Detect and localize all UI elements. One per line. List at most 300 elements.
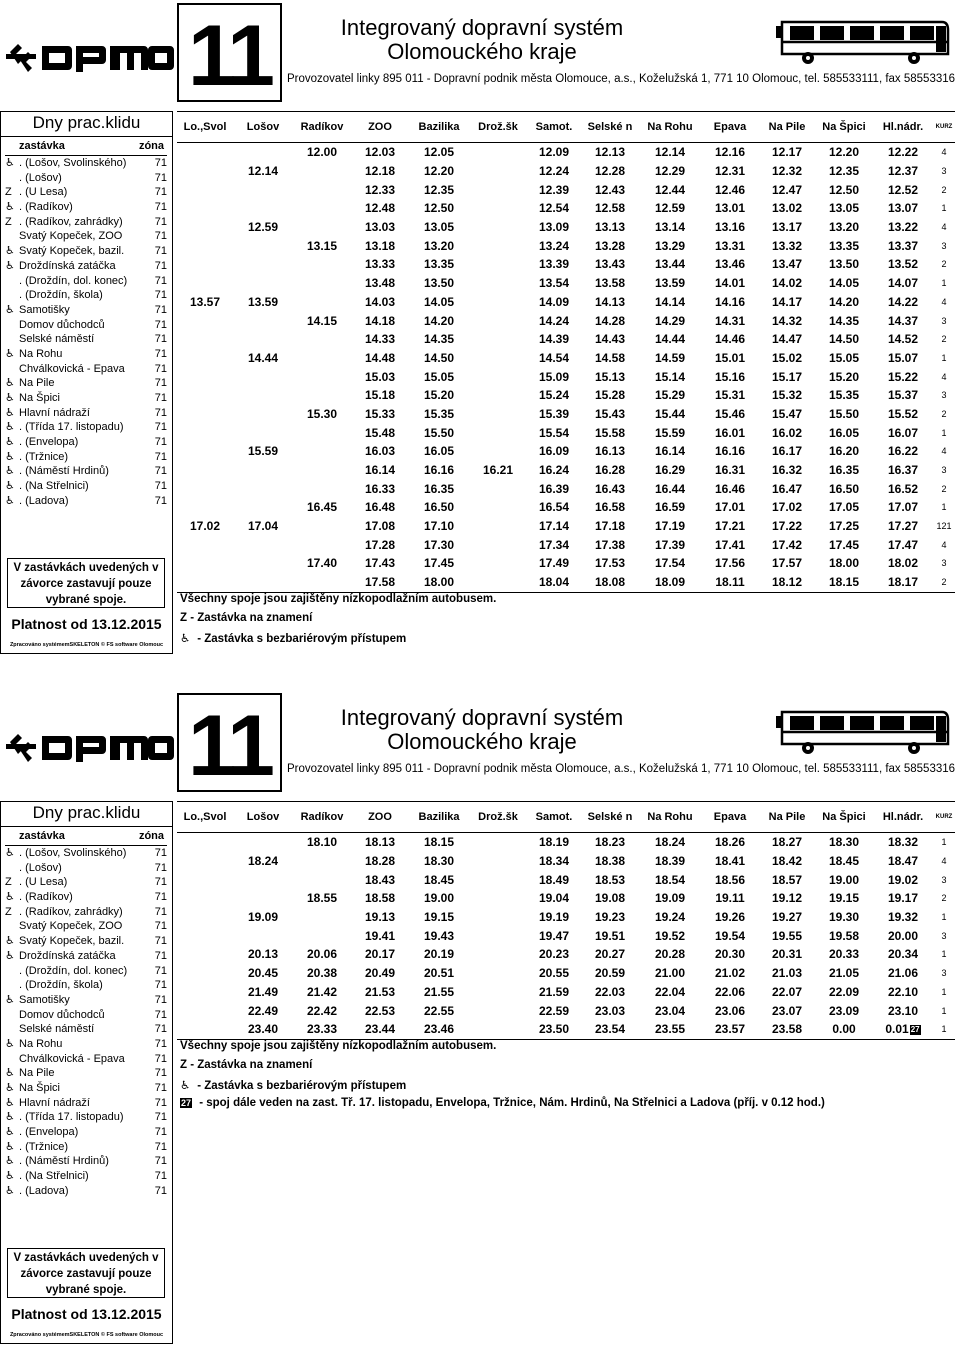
stop-item (5, 274, 167, 289)
column-header: Na Pile (759, 112, 815, 143)
legend-line (180, 593, 496, 605)
time-cell (177, 573, 233, 592)
cell-value: 3 (941, 390, 947, 401)
column-header: Bazilika (409, 802, 469, 833)
time-cell (759, 498, 815, 517)
time-cell (469, 908, 527, 927)
cell-value: 19.55 (771, 928, 803, 943)
cell-value: 19.09 (247, 910, 279, 925)
wheelchair-icon: ♿ (5, 1111, 15, 1124)
cell-value: 20.45 (247, 966, 279, 981)
time-cell (701, 180, 759, 199)
time-cell (293, 833, 351, 852)
cell-value: 21.00 (654, 966, 686, 981)
stop-item (5, 1169, 167, 1184)
time-cell (639, 162, 701, 181)
time-cell (527, 330, 581, 349)
time-cell (177, 554, 233, 573)
timetable-header-row (177, 112, 955, 143)
time-cell (639, 535, 701, 554)
time-cell (639, 573, 701, 592)
stop-zone: 71 (154, 494, 167, 507)
timetable-page-1 (0, 0, 960, 654)
time-cell (233, 311, 293, 330)
time-cell (233, 945, 293, 964)
table-row (177, 162, 955, 181)
cell-value: 4 (941, 222, 947, 233)
time-cell (351, 833, 409, 852)
stop-zone: 71 (154, 964, 167, 977)
cell-value: 14.20 (828, 294, 860, 309)
stop-zone: 71 (154, 171, 167, 184)
time-cell (409, 330, 469, 349)
cell-value: 15.22 (887, 369, 919, 384)
time-cell (815, 964, 873, 983)
kurz-cell (933, 535, 955, 554)
time-cell (639, 349, 701, 368)
time-cell (233, 367, 293, 386)
time-cell (815, 386, 873, 405)
cell-value: 15.44 (654, 406, 686, 421)
time-cell (873, 833, 933, 852)
column-header: Lo.,Svol (177, 802, 233, 833)
time-cell (815, 180, 873, 199)
time-cell (759, 218, 815, 237)
time-cell (759, 852, 815, 871)
kurz-cell (933, 852, 955, 871)
stop-item (5, 1125, 167, 1140)
stop-item (5, 362, 167, 377)
cell-value: 14.22 (887, 294, 919, 309)
bracket-stops-note: V zastávkách uvedených v závorce zastavují pouze vybrané spoje. (7, 1248, 165, 1298)
cell-value: 18.19 (538, 835, 570, 850)
stop-item (5, 949, 167, 964)
time-cell (351, 573, 409, 592)
time-cell (815, 852, 873, 871)
cell-value: 18.39 (654, 854, 686, 869)
cell-value: 15.46 (714, 406, 746, 421)
time-cell (581, 1001, 639, 1020)
time-cell (293, 1020, 351, 1039)
cell-value: 21.53 (364, 984, 396, 999)
time-cell (177, 349, 233, 368)
time-cell (177, 535, 233, 554)
cell-value: 14.07 (887, 276, 919, 291)
table-row (177, 479, 955, 498)
time-cell (233, 255, 293, 274)
cell-value: 18.00 (828, 556, 860, 571)
cell-value: 15.18 (364, 388, 396, 403)
time-cell (759, 479, 815, 498)
table-row (177, 461, 955, 480)
stop-item (5, 1184, 167, 1199)
time-cell (639, 423, 701, 442)
time-cell (177, 461, 233, 480)
cell-value: 13.16 (714, 220, 746, 235)
time-cell (581, 479, 639, 498)
time-cell (469, 1020, 527, 1039)
time-cell (701, 293, 759, 312)
table-row (177, 517, 955, 536)
kurz-cell (933, 330, 955, 349)
cell-value: 17.30 (423, 537, 455, 552)
time-cell (581, 517, 639, 536)
table-row (177, 236, 955, 255)
time-cell (293, 554, 351, 573)
cell-value: 13.50 (423, 276, 455, 291)
time-cell (701, 405, 759, 424)
time-cell (233, 199, 293, 218)
stop-name: . (Ladova) (19, 494, 69, 507)
cell-value: 20.00 (887, 928, 919, 943)
cell-value: 0.01 (885, 1022, 909, 1037)
time-cell (581, 870, 639, 889)
cell-value: 15.20 (423, 388, 455, 403)
cell-value: 23.07 (771, 1003, 803, 1018)
time-cell (233, 479, 293, 498)
cell-value: 18.15 (423, 835, 455, 850)
time-cell (177, 870, 233, 889)
column-header: Radíkov (293, 802, 351, 833)
cell-value: 2 (941, 893, 947, 904)
time-cell (409, 1020, 469, 1039)
stop-name: Selské náměstí (19, 333, 95, 346)
day-type: Dny prac.klidu (1, 112, 172, 137)
time-cell (409, 386, 469, 405)
time-cell (469, 274, 527, 293)
wheelchair-icon: ♿ (5, 201, 15, 214)
time-cell (469, 349, 527, 368)
stop-zone: 71 (154, 318, 167, 331)
time-cell (701, 143, 759, 162)
time-cell (293, 517, 351, 536)
stop-name: . (Tržnice) (19, 1140, 69, 1153)
cell-value: 15.14 (654, 369, 686, 384)
table-row (177, 945, 955, 964)
time-cell (815, 479, 873, 498)
stop-item (5, 391, 167, 406)
time-cell (701, 945, 759, 964)
stop-item (5, 1022, 167, 1037)
table-row (177, 1001, 955, 1020)
time-cell (759, 311, 815, 330)
cell-value: 16.05 (828, 425, 860, 440)
time-cell (233, 870, 293, 889)
timetable (177, 111, 955, 593)
time-cell (409, 964, 469, 983)
kurz-cell (933, 889, 955, 908)
cell-value: 1 (941, 1005, 947, 1016)
time-cell (701, 535, 759, 554)
time-cell (233, 236, 293, 255)
stop-column-header: zastávka (19, 140, 65, 152)
time-cell (701, 573, 759, 592)
time-cell (527, 870, 581, 889)
time-cell (873, 461, 933, 480)
cell-value: 17.34 (538, 537, 570, 552)
kurz-cell (933, 423, 955, 442)
wheelchair-icon: ♿ (5, 1067, 15, 1080)
cell-value: 17.19 (654, 519, 686, 534)
cell-value: 19.47 (538, 928, 570, 943)
cell-value: 2 (941, 334, 947, 345)
stop-name: . (Lošov, Svolinského) (19, 847, 127, 859)
time-cell (639, 1001, 701, 1020)
time-cell (759, 1001, 815, 1020)
cell-value: 14.59 (654, 350, 686, 365)
kurz-cell (933, 311, 955, 330)
cell-value: 19.19 (538, 910, 570, 925)
time-cell (351, 367, 409, 386)
cell-value: 22.09 (828, 984, 860, 999)
table-row (177, 442, 955, 461)
cell-value: 18.12 (771, 575, 803, 590)
cell-value: 21.59 (538, 984, 570, 999)
time-cell (873, 293, 933, 312)
cell-value: 16.35 (828, 463, 860, 478)
legend-line (180, 1040, 496, 1052)
time-cell (527, 833, 581, 852)
cell-value: 18.30 (828, 835, 860, 850)
stop-name: . (Droždín, škola) (19, 289, 103, 302)
column-header: Na Špici (815, 112, 873, 143)
cell-value: 12.29 (654, 164, 686, 179)
cell-value: 12.31 (714, 164, 746, 179)
time-cell (815, 833, 873, 852)
cell-value: 19.11 (715, 891, 745, 906)
cell-value: 12.17 (771, 145, 803, 160)
time-cell (409, 162, 469, 181)
time-cell (469, 573, 527, 592)
cell-value: 16.03 (364, 444, 396, 459)
system-title: Integrovaný dopravní systém Olomouckého kraje (340, 15, 624, 64)
stop-item (5, 934, 167, 949)
wheelchair-icon: ♿ (5, 1155, 15, 1168)
time-cell (233, 442, 293, 461)
column-header: Hl.nádr. (873, 112, 933, 143)
cell-value: 14.17 (771, 294, 803, 309)
cell-value: 16.59 (654, 500, 686, 515)
stop-name: . (Třída 17. listopadu) (19, 1111, 124, 1124)
time-cell (469, 218, 527, 237)
time-cell (469, 833, 527, 852)
kurz-cell (933, 162, 955, 181)
cell-value: 23.09 (828, 1003, 860, 1018)
time-cell (233, 964, 293, 983)
time-cell (233, 983, 293, 1002)
stop-name: . (Náměstí Hrdinů) (19, 465, 109, 478)
wheelchair-icon: ♿ (5, 392, 15, 404)
time-cell (469, 367, 527, 386)
time-cell (759, 1020, 815, 1039)
cell-value: 1 (941, 427, 947, 438)
cell-value: 13.57 (189, 294, 221, 309)
stop-name: . (Envelopa) (19, 1126, 79, 1139)
column-header: Na Rohu (639, 112, 701, 143)
time-cell (581, 349, 639, 368)
cell-value: 14.29 (654, 313, 686, 328)
time-cell (759, 833, 815, 852)
cell-value: 13.33 (364, 257, 396, 272)
stop-item (5, 964, 167, 979)
cell-value: 18.41 (714, 854, 746, 869)
cell-value: 19.15 (828, 891, 860, 906)
stop-name: Na Špici (19, 1082, 60, 1094)
cell-value: 18.13 (364, 835, 396, 850)
cell-value: 1 (941, 502, 947, 513)
stop-name: Samotišky (19, 993, 70, 1006)
column-header: Selské n (581, 802, 639, 833)
time-cell (701, 908, 759, 927)
legend-line (180, 1097, 825, 1109)
time-cell (177, 926, 233, 945)
time-cell (409, 461, 469, 480)
cell-value: 20.31 (771, 947, 803, 962)
time-cell (409, 535, 469, 554)
time-cell (639, 218, 701, 237)
stop-zone: 71 (154, 891, 167, 904)
cell-value: 17.07 (887, 500, 919, 515)
cell-value: 15.03 (364, 369, 396, 384)
cell-value: 16.17 (771, 444, 803, 459)
time-cell (233, 330, 293, 349)
legend-line (180, 631, 406, 645)
cell-value: 14.33 (364, 332, 396, 347)
cell-value: 13.29 (654, 238, 686, 253)
cell-value: 15.07 (887, 350, 919, 365)
time-cell (293, 367, 351, 386)
stop-name: . (Ladova) (19, 1184, 69, 1197)
time-cell (873, 498, 933, 517)
legend-text: - Zastávka s bezbariérovým přístupem (194, 1079, 407, 1092)
cell-value: 12.20 (423, 164, 455, 179)
time-cell (701, 349, 759, 368)
cell-value: 15.24 (538, 388, 570, 403)
stop-zone: 71 (154, 480, 167, 493)
kurz-cell (933, 479, 955, 498)
time-cell (815, 143, 873, 162)
table-row (177, 143, 955, 162)
stop-name: . (U Lesa) (19, 186, 68, 199)
cell-value: 23.57 (714, 1022, 746, 1037)
stop-item (5, 494, 167, 509)
time-cell (409, 517, 469, 536)
cell-value: 17.43 (364, 556, 396, 571)
time-cell (639, 1020, 701, 1039)
bracket-stops-note: V zastávkách uvedených v závorce zastavují pouze vybrané spoje. (7, 558, 165, 608)
time-cell (177, 983, 233, 1002)
time-cell (233, 386, 293, 405)
column-header: Lošov (233, 802, 293, 833)
legend-text: Všechny spoje jsou zajištěny nízkopodlažním autobusem. (180, 592, 497, 605)
cell-value: 16.14 (654, 444, 686, 459)
time-cell (351, 1020, 409, 1039)
cell-value: 12.18 (364, 164, 396, 179)
time-cell (527, 236, 581, 255)
cell-value: 12.33 (364, 182, 396, 197)
stop-zone: 71 (154, 259, 167, 272)
cell-value: 18.04 (538, 575, 570, 590)
stop-item (5, 156, 167, 171)
time-cell (177, 442, 233, 461)
stop-item (5, 215, 167, 230)
time-cell (409, 405, 469, 424)
cell-value: 16.01 (714, 425, 746, 440)
stop-name: Chválkovická - Epava (19, 362, 125, 375)
cell-value: 12.52 (887, 182, 919, 197)
time-cell (581, 554, 639, 573)
time-cell (701, 274, 759, 293)
cell-value: 17.41 (714, 537, 746, 552)
table-row (177, 926, 955, 945)
cell-value: 17.45 (828, 537, 860, 552)
cell-value: 21.03 (771, 966, 803, 981)
cell-value: 1 (941, 352, 947, 363)
cell-value: 12.24 (538, 164, 570, 179)
time-cell (815, 908, 873, 927)
kurz-cell (933, 143, 955, 162)
time-cell (293, 964, 351, 983)
cell-value: 16.35 (423, 481, 455, 496)
cell-value: 17.42 (771, 537, 803, 552)
table-row (177, 908, 955, 927)
time-cell (177, 833, 233, 852)
kurz-cell (933, 386, 955, 405)
cell-value: 12.35 (828, 164, 860, 179)
stop-zone: 71 (154, 1096, 167, 1109)
time-cell (701, 255, 759, 274)
time-cell (351, 498, 409, 517)
cell-value: 16.05 (423, 444, 455, 459)
stop-name: . (Envelopa) (19, 436, 79, 449)
time-cell (351, 461, 409, 480)
cell-value: 12.20 (828, 145, 860, 160)
time-cell (177, 498, 233, 517)
time-cell (409, 442, 469, 461)
time-cell (177, 479, 233, 498)
cell-value: 19.15 (423, 910, 455, 925)
stop-item (5, 406, 167, 421)
time-cell (409, 255, 469, 274)
wheelchair-icon: ♿ (5, 347, 15, 360)
time-cell (233, 926, 293, 945)
table-row (177, 573, 955, 592)
cell-value: 23.46 (423, 1022, 455, 1037)
stop-item (5, 450, 167, 465)
time-cell (581, 1020, 639, 1039)
cell-value: 16.46 (714, 481, 746, 496)
cell-value: 13.05 (423, 220, 455, 235)
time-cell (581, 908, 639, 927)
cell-value: 2 (941, 259, 947, 270)
stop-name: Selské náměstí (19, 1023, 95, 1036)
cell-value: 17.04 (247, 519, 279, 534)
time-cell (639, 479, 701, 498)
time-cell (409, 293, 469, 312)
wheelchair-icon: ♿ (5, 259, 15, 272)
time-cell (409, 926, 469, 945)
stop-name: . (Náměstí Hrdinů) (19, 1155, 109, 1168)
kurz-cell (933, 236, 955, 255)
zone-column-header: zóna (138, 830, 164, 842)
time-cell (701, 833, 759, 852)
cell-value: 14.05 (423, 294, 455, 309)
wheelchair-icon: ♿ (5, 993, 15, 1006)
column-header: Na Rohu (639, 802, 701, 833)
cell-value: 12.46 (714, 182, 746, 197)
cell-value: 15.47 (771, 406, 803, 421)
wheelchair-icon: ♿ (180, 632, 191, 645)
